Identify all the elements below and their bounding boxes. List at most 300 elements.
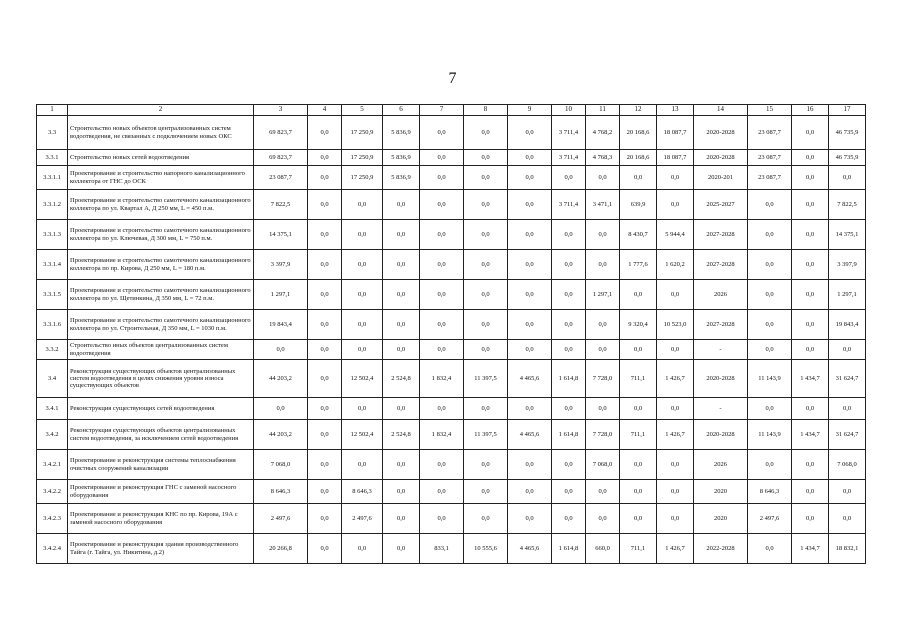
row-number: 3.3.1.1 xyxy=(37,166,68,190)
table-cell: 0,0 xyxy=(420,250,464,280)
table-cell: 2020-2028 xyxy=(694,150,748,166)
row-description: Строительство новых объектов централизованных систем водоотведения, не связанных с подключением новых ОКС xyxy=(68,116,254,150)
table-cell: 0,0 xyxy=(552,398,586,420)
column-header: 9 xyxy=(508,105,552,116)
table-cell: 20 168,6 xyxy=(620,116,657,150)
row-number: 3.3 xyxy=(37,116,68,150)
table-cell: 0,0 xyxy=(342,310,383,340)
row-description: Проектирование и реконструкция здания производственного Тайга (г. Тайга, ул. Никитина, д.2) xyxy=(68,534,254,564)
table-cell: 2 497,6 xyxy=(254,504,308,534)
table-cell: 639,9 xyxy=(620,190,657,220)
table-cell: 0,0 xyxy=(342,398,383,420)
table-cell: 0,0 xyxy=(308,480,342,504)
row-number: 3.3.1.2 xyxy=(37,190,68,220)
column-header: 11 xyxy=(586,105,620,116)
table-cell: 0,0 xyxy=(829,398,866,420)
table-row xyxy=(37,280,866,310)
table-cell: 0,0 xyxy=(748,280,792,310)
table-cell: 0,0 xyxy=(464,310,508,340)
table-cell: 0,0 xyxy=(792,250,829,280)
table-cell: 0,0 xyxy=(552,504,586,534)
table-row xyxy=(37,398,866,420)
table-cell: 5 836,9 xyxy=(383,166,420,190)
table-cell: 0,0 xyxy=(342,220,383,250)
table-cell: 18 832,1 xyxy=(829,534,866,564)
table-cell: 0,0 xyxy=(464,480,508,504)
table-cell: 7 068,0 xyxy=(254,450,308,480)
table-cell: 5 836,9 xyxy=(383,116,420,150)
table-row xyxy=(37,450,866,480)
table-cell: 0,0 xyxy=(308,166,342,190)
table-cell: 0,0 xyxy=(829,480,866,504)
table-cell: 0,0 xyxy=(620,166,657,190)
table-cell: 0,0 xyxy=(508,450,552,480)
table-cell: 4 768,2 xyxy=(586,116,620,150)
table-cell: 0,0 xyxy=(383,398,420,420)
table-cell: 0,0 xyxy=(508,166,552,190)
row-number: 3.4.1 xyxy=(37,398,68,420)
table-row xyxy=(37,360,866,398)
table-cell: 0,0 xyxy=(464,220,508,250)
table-cell: 1 614,8 xyxy=(552,360,586,398)
row-description: Строительство новых сетей водоотведения xyxy=(68,150,254,166)
column-header: 5 xyxy=(342,105,383,116)
table-cell: 31 624,7 xyxy=(829,420,866,450)
table-cell: 0,0 xyxy=(464,116,508,150)
table-cell: 711,1 xyxy=(620,534,657,564)
table-cell: 0,0 xyxy=(620,504,657,534)
header-row xyxy=(37,105,866,116)
table-cell: 3 711,4 xyxy=(552,116,586,150)
table-row xyxy=(37,150,866,166)
row-number: 3.4 xyxy=(37,360,68,398)
table-row xyxy=(37,220,866,250)
table-cell: 1 434,7 xyxy=(792,420,829,450)
table-cell: 0,0 xyxy=(552,250,586,280)
table-cell: 0,0 xyxy=(342,340,383,360)
table-cell: 0,0 xyxy=(308,116,342,150)
table-cell: 0,0 xyxy=(420,340,464,360)
row-description: Проектирование и строительство самотечного канализационного коллектора по ул. Щетинкина, Д 350 мм, L = 72 п.м. xyxy=(68,280,254,310)
table-cell: 0,0 xyxy=(308,360,342,398)
table-cell: 0,0 xyxy=(342,190,383,220)
column-header: 16 xyxy=(792,105,829,116)
table-cell: 1 832,4 xyxy=(420,420,464,450)
table-cell: 3 397,9 xyxy=(254,250,308,280)
table-cell: 0,0 xyxy=(586,166,620,190)
column-header: 7 xyxy=(420,105,464,116)
table-cell: 0,0 xyxy=(420,450,464,480)
table-cell: 0,0 xyxy=(308,280,342,310)
table-cell: 5 836,9 xyxy=(383,150,420,166)
table-cell: 0,0 xyxy=(383,504,420,534)
table-cell: 11 143,9 xyxy=(748,420,792,450)
row-description: Проектирование и реконструкция системы теплоснабжения очистных сооружений канализации xyxy=(68,450,254,480)
table-cell: 0,0 xyxy=(748,310,792,340)
table-cell: 1 297,1 xyxy=(254,280,308,310)
table-cell: 3 711,4 xyxy=(552,150,586,166)
table-cell: 19 843,4 xyxy=(829,310,866,340)
table-cell: 10 523,0 xyxy=(657,310,694,340)
table-cell: 0,0 xyxy=(308,340,342,360)
table-cell: 17 250,9 xyxy=(342,150,383,166)
table-cell: 0,0 xyxy=(308,450,342,480)
table-cell: 0,0 xyxy=(420,190,464,220)
table-cell: 3 471,1 xyxy=(586,190,620,220)
table-cell: 0,0 xyxy=(508,220,552,250)
table-cell: 0,0 xyxy=(508,116,552,150)
table-cell: 0,0 xyxy=(792,398,829,420)
table-cell: 0,0 xyxy=(420,116,464,150)
row-number: 3.4.2 xyxy=(37,420,68,450)
table-cell: 2025-2027 xyxy=(694,190,748,220)
row-number: 3.3.1.4 xyxy=(37,250,68,280)
table-cell: 1 434,7 xyxy=(792,360,829,398)
table-cell: 7 068,0 xyxy=(829,450,866,480)
table-cell: 4 768,3 xyxy=(586,150,620,166)
table-cell: 0,0 xyxy=(464,398,508,420)
table-cell: 0,0 xyxy=(586,310,620,340)
table-cell: 0,0 xyxy=(657,450,694,480)
table-cell: 0,0 xyxy=(308,190,342,220)
table-cell: 0,0 xyxy=(552,166,586,190)
table-cell: 0,0 xyxy=(552,340,586,360)
table-cell: 18 087,7 xyxy=(657,150,694,166)
table-cell: 0,0 xyxy=(420,220,464,250)
table-cell: 23 087,7 xyxy=(254,166,308,190)
table-cell: 0,0 xyxy=(464,504,508,534)
row-number: 3.3.1.6 xyxy=(37,310,68,340)
table-cell: 0,0 xyxy=(383,340,420,360)
table-cell: 2026 xyxy=(694,280,748,310)
table-cell: 8 646,3 xyxy=(342,480,383,504)
table-cell: 0,0 xyxy=(508,280,552,310)
table-cell: 0,0 xyxy=(829,340,866,360)
table-cell: 31 624,7 xyxy=(829,360,866,398)
row-number: 3.3.2 xyxy=(37,340,68,360)
table-cell: 2020 xyxy=(694,480,748,504)
table-row xyxy=(37,250,866,280)
table-cell: 0,0 xyxy=(508,480,552,504)
table-cell: 0,0 xyxy=(748,534,792,564)
table-cell: 0,0 xyxy=(657,340,694,360)
table-cell: 0,0 xyxy=(420,504,464,534)
table-cell: 23 087,7 xyxy=(748,150,792,166)
table-cell: 1 426,7 xyxy=(657,360,694,398)
table-cell: 2026 xyxy=(694,450,748,480)
table-cell: 8 646,3 xyxy=(748,480,792,504)
table-cell: 0,0 xyxy=(464,280,508,310)
table-cell: 0,0 xyxy=(657,504,694,534)
table-cell: 0,0 xyxy=(586,398,620,420)
table-cell: 2027-2028 xyxy=(694,250,748,280)
table-cell: 0,0 xyxy=(508,340,552,360)
table-cell: 0,0 xyxy=(829,166,866,190)
column-header: 6 xyxy=(383,105,420,116)
table-cell: 0,0 xyxy=(308,534,342,564)
table-cell: 0,0 xyxy=(586,480,620,504)
table-cell: 0,0 xyxy=(464,340,508,360)
column-header: 10 xyxy=(552,105,586,116)
table-cell: 0,0 xyxy=(620,480,657,504)
table-cell: 2020-2028 xyxy=(694,360,748,398)
table-cell: 0,0 xyxy=(586,340,620,360)
table-cell: 23 087,7 xyxy=(748,116,792,150)
table-row xyxy=(37,166,866,190)
table-cell: 9 320,4 xyxy=(620,310,657,340)
table-cell: 0,0 xyxy=(792,116,829,150)
row-description: Проектирование и реконструкция КНС по пр. Кирова, 19А с заменой насосного оборудования xyxy=(68,504,254,534)
column-header: 15 xyxy=(748,105,792,116)
row-number: 3.4.2.2 xyxy=(37,480,68,504)
row-description: Проектирование и строительство самотечного канализационного коллектора по ул. Ключевая, Д 300 мм, L = 750 п.м. xyxy=(68,220,254,250)
table-cell: 711,1 xyxy=(620,420,657,450)
table-cell: 0,0 xyxy=(620,280,657,310)
table-cell: 0,0 xyxy=(620,450,657,480)
table-cell: 0,0 xyxy=(508,150,552,166)
table-cell: 46 735,9 xyxy=(829,116,866,150)
table-cell: 0,0 xyxy=(308,220,342,250)
table-cell: 1 777,6 xyxy=(620,250,657,280)
table-cell: 11 397,5 xyxy=(464,360,508,398)
table-cell: 0,0 xyxy=(508,190,552,220)
table-cell: 2020 xyxy=(694,504,748,534)
table-cell: 711,1 xyxy=(620,360,657,398)
table-cell: 0,0 xyxy=(342,450,383,480)
table-cell: 0,0 xyxy=(383,190,420,220)
table-cell: 0,0 xyxy=(383,480,420,504)
table-cell: 0,0 xyxy=(657,166,694,190)
table-cell: 0,0 xyxy=(657,190,694,220)
column-header: 2 xyxy=(68,105,254,116)
table-cell: 69 823,7 xyxy=(254,116,308,150)
table-cell: 0,0 xyxy=(552,220,586,250)
table-cell: 0,0 xyxy=(308,504,342,534)
table-cell: 0,0 xyxy=(552,280,586,310)
table-cell: 0,0 xyxy=(308,420,342,450)
row-number: 3.4.2.4 xyxy=(37,534,68,564)
table-row xyxy=(37,310,866,340)
table-cell: 2027-2028 xyxy=(694,310,748,340)
table-cell: 0,0 xyxy=(792,504,829,534)
table-row xyxy=(37,480,866,504)
table-cell: 2 497,6 xyxy=(748,504,792,534)
row-description: Проектирование и строительство самотечного канализационного коллектора по ул. Строительная, Д 350 мм, L = 1030 п.м. xyxy=(68,310,254,340)
table-cell: 0,0 xyxy=(586,220,620,250)
row-description: Проектирование и строительство напорного канализационного коллектора от ГНС до ОСК xyxy=(68,166,254,190)
table-body xyxy=(37,105,866,564)
table-cell: 3 711,4 xyxy=(552,190,586,220)
table-cell: 0,0 xyxy=(552,480,586,504)
table-cell: 0,0 xyxy=(420,280,464,310)
table-cell: 0,0 xyxy=(792,450,829,480)
table-cell: 0,0 xyxy=(792,280,829,310)
table-row xyxy=(37,534,866,564)
table-cell: 0,0 xyxy=(792,150,829,166)
row-number: 3.3.1.3 xyxy=(37,220,68,250)
table-cell: 0,0 xyxy=(508,250,552,280)
table-cell: 0,0 xyxy=(342,534,383,564)
table-cell: 0,0 xyxy=(308,150,342,166)
table-cell: 0,0 xyxy=(420,150,464,166)
table-cell: 12 502,4 xyxy=(342,420,383,450)
table-row xyxy=(37,420,866,450)
table-cell: 1 426,7 xyxy=(657,534,694,564)
table-cell: 2 497,6 xyxy=(342,504,383,534)
table-cell: 17 250,9 xyxy=(342,166,383,190)
column-header: 14 xyxy=(694,105,748,116)
table-cell: 2 524,8 xyxy=(383,360,420,398)
table-cell: 0,0 xyxy=(657,480,694,504)
table-cell: 12 502,4 xyxy=(342,360,383,398)
table-cell: 0,0 xyxy=(620,340,657,360)
table-cell: 19 843,4 xyxy=(254,310,308,340)
table-cell: 1 614,8 xyxy=(552,420,586,450)
table-cell: 0,0 xyxy=(508,398,552,420)
table-cell: 0,0 xyxy=(657,280,694,310)
row-number: 3.3.1 xyxy=(37,150,68,166)
table-cell: 0,0 xyxy=(420,166,464,190)
table-cell: 0,0 xyxy=(748,220,792,250)
table-cell: 0,0 xyxy=(342,250,383,280)
table-cell: 0,0 xyxy=(420,480,464,504)
table-cell: 1 832,4 xyxy=(420,360,464,398)
table-cell: 0,0 xyxy=(748,250,792,280)
table-cell: 7 822,5 xyxy=(254,190,308,220)
table-cell: 0,0 xyxy=(657,398,694,420)
table-cell: 0,0 xyxy=(620,398,657,420)
table-cell: 0,0 xyxy=(552,450,586,480)
row-description: Проектирование и строительство самотечного канализационного коллектора по ул. Квартал А, Д 250 мм, L = 450 п.м. xyxy=(68,190,254,220)
table-cell: 0,0 xyxy=(383,250,420,280)
table-cell: 0,0 xyxy=(508,310,552,340)
table-cell: 17 250,9 xyxy=(342,116,383,150)
table-cell: 2020-2028 xyxy=(694,420,748,450)
column-header: 13 xyxy=(657,105,694,116)
table-cell: 14 375,1 xyxy=(254,220,308,250)
table-cell: 0,0 xyxy=(383,280,420,310)
table-cell: 0,0 xyxy=(308,250,342,280)
table-cell: 1 434,7 xyxy=(792,534,829,564)
table-cell: 69 823,7 xyxy=(254,150,308,166)
row-number: 3.3.1.5 xyxy=(37,280,68,310)
table-row xyxy=(37,504,866,534)
table-cell: 0,0 xyxy=(254,398,308,420)
table-cell: 0,0 xyxy=(792,166,829,190)
table-cell: 1 426,7 xyxy=(657,420,694,450)
table-cell: 0,0 xyxy=(792,220,829,250)
table-cell: 7 728,0 xyxy=(586,360,620,398)
table-cell: 7 728,0 xyxy=(586,420,620,450)
table-cell: 7 068,0 xyxy=(586,450,620,480)
table-cell: 0,0 xyxy=(748,340,792,360)
table-row xyxy=(37,190,866,220)
table-cell: 2022-2028 xyxy=(694,534,748,564)
table-cell: 0,0 xyxy=(552,310,586,340)
table-cell: 1 297,1 xyxy=(829,280,866,310)
table-cell: 0,0 xyxy=(383,534,420,564)
row-description: Проектирование и реконструкция ГНС с заменой насосного оборудования xyxy=(68,480,254,504)
table-cell: 44 203,2 xyxy=(254,360,308,398)
table-cell: 0,0 xyxy=(383,220,420,250)
table-cell: 2027-2028 xyxy=(694,220,748,250)
row-description: Реконструкция существующих объектов централизованных систем водоотведения, за исключением сетей водоотведения xyxy=(68,420,254,450)
column-header: 3 xyxy=(254,105,308,116)
table-cell: 0,0 xyxy=(342,280,383,310)
table-cell: 0,0 xyxy=(792,310,829,340)
table-cell: 0,0 xyxy=(792,480,829,504)
table-cell: 0,0 xyxy=(748,398,792,420)
column-header: 8 xyxy=(464,105,508,116)
table-cell: 0,0 xyxy=(420,398,464,420)
column-header: 1 xyxy=(37,105,68,116)
table-cell: 0,0 xyxy=(464,450,508,480)
table-cell: 1 620,2 xyxy=(657,250,694,280)
table-cell: 833,1 xyxy=(420,534,464,564)
table-cell: 10 555,6 xyxy=(464,534,508,564)
table-cell: 0,0 xyxy=(308,310,342,340)
table-cell: 0,0 xyxy=(464,250,508,280)
table-cell: 0,0 xyxy=(464,190,508,220)
row-number: 3.4.2.3 xyxy=(37,504,68,534)
column-header: 12 xyxy=(620,105,657,116)
table-cell: 660,0 xyxy=(586,534,620,564)
table-cell: 5 944,4 xyxy=(657,220,694,250)
table-cell: 0,0 xyxy=(792,190,829,220)
table-cell: 0,0 xyxy=(748,450,792,480)
table-cell: 3 397,9 xyxy=(829,250,866,280)
table-cell: 8 646,3 xyxy=(254,480,308,504)
table-cell: 11 397,5 xyxy=(464,420,508,450)
row-description: Реконструкция существующих объектов централизованных систем водоотведения в целях снижения уровня износа существующих объектов xyxy=(68,360,254,398)
table-cell: 2020-2028 xyxy=(694,116,748,150)
table-cell: 14 375,1 xyxy=(829,220,866,250)
table-cell: 1 297,1 xyxy=(586,280,620,310)
table-cell: 0,0 xyxy=(792,340,829,360)
row-number: 3.4.2.1 xyxy=(37,450,68,480)
row-description: Проектирование и строительство самотечного канализационного коллектора по пр. Кирова, Д 250 мм, L = 180 п.м. xyxy=(68,250,254,280)
table-cell: 4 465,6 xyxy=(508,360,552,398)
table-cell: 20 266,8 xyxy=(254,534,308,564)
table-cell: 0,0 xyxy=(383,310,420,340)
row-description: Строительство иных объектов централизованных систем водоотведения xyxy=(68,340,254,360)
table-cell: 2 524,8 xyxy=(383,420,420,450)
table-cell: 23 087,7 xyxy=(748,166,792,190)
table-cell: 4 465,6 xyxy=(508,420,552,450)
table-cell: 2020-201 xyxy=(694,166,748,190)
page-number: 7 xyxy=(448,70,457,87)
table-cell: 0,0 xyxy=(508,504,552,534)
table-cell: - xyxy=(694,398,748,420)
row-description: Реконструкция существующих сетей водоотведения xyxy=(68,398,254,420)
table-cell: 4 465,6 xyxy=(508,534,552,564)
table-cell: - xyxy=(694,340,748,360)
table-cell: 8 430,7 xyxy=(620,220,657,250)
table-cell: 0,0 xyxy=(586,250,620,280)
table-cell: 0,0 xyxy=(420,310,464,340)
investment-table xyxy=(36,104,866,564)
table-row xyxy=(37,340,866,360)
table-cell: 0,0 xyxy=(464,166,508,190)
table-cell: 0,0 xyxy=(464,150,508,166)
table-cell: 11 143,9 xyxy=(748,360,792,398)
table-cell: 1 614,8 xyxy=(552,534,586,564)
table-cell: 0,0 xyxy=(254,340,308,360)
table-cell: 0,0 xyxy=(383,450,420,480)
table-cell: 44 203,2 xyxy=(254,420,308,450)
table-cell: 0,0 xyxy=(308,398,342,420)
table-cell: 0,0 xyxy=(748,190,792,220)
